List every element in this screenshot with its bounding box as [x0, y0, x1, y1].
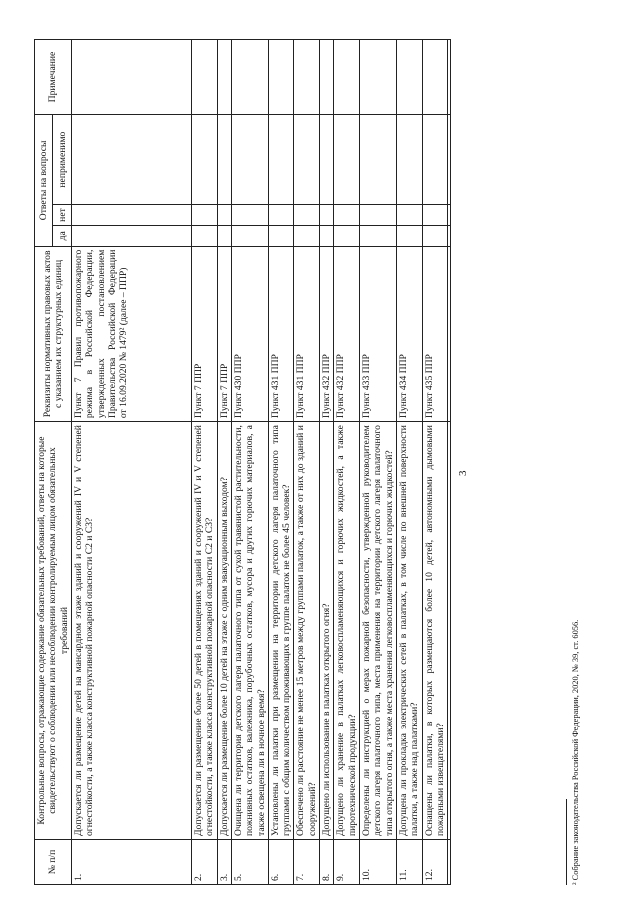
row-number — [448, 839, 451, 884]
row-question: Установлены ли палатки при размещении на территории детского лагеря палаточного типа группами с общим количеством проживающих в группе палаток не более 45 человек? — [268, 422, 294, 840]
answer-na-cell — [191, 115, 217, 205]
row-requisites: Пункт 434 ППР — [396, 246, 422, 421]
checklist-table — [34, 39, 451, 885]
answer-yes-cell — [422, 225, 448, 246]
answer-no-cell — [217, 205, 231, 226]
note-cell — [360, 40, 397, 115]
answer-no-cell — [448, 205, 451, 226]
note-cell — [396, 40, 422, 115]
header-no: нет — [53, 205, 71, 226]
row-question — [448, 422, 451, 840]
row-question: Допускается ли размещение детей на мансардном этаже зданий и сооружений IV и V степеней огнестойкости, а также класса конструктивной пожарной опасности С2 и С3? — [71, 422, 191, 840]
row-question: Допускается ли размещение более 10 детей на этаже с одним эвакуационным выходом? — [217, 422, 231, 840]
answer-na-cell — [422, 115, 448, 205]
table-row — [334, 40, 360, 885]
row-requisites: Пункт 430 ППР — [231, 246, 268, 421]
table-row — [294, 40, 320, 885]
table-row — [268, 40, 294, 885]
row-number: 6. — [268, 839, 294, 884]
answer-no-cell — [231, 205, 268, 226]
row-number: 2. — [191, 839, 217, 884]
table-row — [396, 40, 422, 885]
note-cell — [231, 40, 268, 115]
answer-na-cell — [448, 115, 451, 205]
answer-yes-cell — [320, 225, 334, 246]
answer-no-cell — [334, 205, 360, 226]
row-question: Допущено ли использование в палатках открытого огня? — [320, 422, 334, 840]
row-number: 10. — [360, 839, 397, 884]
row-requisites: Пункт 432 ППР — [334, 246, 360, 421]
row-question: Очищена ли территория детского лагеря палаточного типа от сухой травянистой растительности, пожнивных остатков, валежника, порубочных остатков, мусора и других горючих материалов, а также освещена ли в ночное время? — [231, 422, 268, 840]
row-number: 12. — [422, 839, 448, 884]
row-number: 11. — [396, 839, 422, 884]
answer-yes-cell — [448, 225, 451, 246]
note-cell — [294, 40, 320, 115]
row-requisites: Пункт 433 ППР — [360, 246, 397, 421]
note-cell — [268, 40, 294, 115]
note-cell — [71, 40, 191, 115]
header-requisites: Реквизиты нормативных правовых актов с указанием их структурных единиц — [35, 246, 72, 421]
row-number: 3. — [217, 839, 231, 884]
table-row — [360, 40, 397, 885]
footnote-divider — [566, 799, 567, 885]
answer-no-cell — [360, 205, 397, 226]
answer-yes-cell — [231, 225, 268, 246]
row-requisites: Пункт 432 ППР — [320, 246, 334, 421]
answer-no-cell — [422, 205, 448, 226]
answer-no-cell — [191, 205, 217, 226]
note-cell — [217, 40, 231, 115]
row-requisites: Пункт 431 ППР — [268, 246, 294, 421]
answer-no-cell — [294, 205, 320, 226]
page-number: 3 — [457, 470, 469, 476]
table-row — [320, 40, 334, 885]
row-question: Допущено ли хранение в палатках легковоспламеняющихся и горючих жидкостей, а также пиротехнической продукции? — [334, 422, 360, 840]
answer-yes-cell — [396, 225, 422, 246]
answer-yes-cell — [334, 225, 360, 246]
note-cell — [334, 40, 360, 115]
answer-na-cell — [294, 115, 320, 205]
table-row — [191, 40, 217, 885]
note-cell — [422, 40, 448, 115]
row-question: Допускается ли размещение более 50 детей в помещениях зданий и сооружений IV и V степеней огнестойкости, а также класса конструктивной пожарной опасности С2 и С3? — [191, 422, 217, 840]
row-question: Определены ли инструкцией о мерах пожарной безопасности, утвержденной руководителем детского лагеря палаточного типа, места применения на территории детского лагеря палаточного типа открытого огня, а также места хранения легковоспламеняющихся и горючих жидкостей? — [360, 422, 397, 840]
answer-no-cell — [71, 205, 191, 226]
row-requisites: Пункт 7 Правил противопожарного режима в Российской Федерации, утвержденных постановлением Правительства Российской Федерации от 16.09.2020 № 1479² (далее – ППР) — [71, 246, 191, 421]
table-row — [217, 40, 231, 885]
answer-yes-cell — [191, 225, 217, 246]
answer-yes-cell — [294, 225, 320, 246]
row-number: 5. — [231, 839, 268, 884]
header-question: Контрольные вопросы, отражающие содержание обязательных требований, ответы на которые свидетельствуют о соблюдении или несоблюдении контролируемым лицом обязательных требований — [35, 422, 72, 840]
note-cell — [448, 40, 451, 115]
answer-na-cell — [71, 115, 191, 205]
answer-na-cell — [268, 115, 294, 205]
row-requisites: Пункт 7 ППР — [191, 246, 217, 421]
header-answers: Ответы на вопросы — [35, 115, 53, 247]
note-cell — [320, 40, 334, 115]
answer-na-cell — [334, 115, 360, 205]
row-question: Оснащены ли палатки, в которых размещаются более 10 детей, автономными дымовыми пожарными извещателями? — [422, 422, 448, 840]
answer-no-cell — [320, 205, 334, 226]
table-row — [448, 40, 451, 885]
row-requisites: Пункт 431 ППР — [294, 246, 320, 421]
answer-no-cell — [268, 205, 294, 226]
table-row — [231, 40, 268, 885]
answer-na-cell — [217, 115, 231, 205]
header-number: № п/п — [35, 839, 72, 884]
header-note: Примечание — [35, 40, 72, 115]
answer-na-cell — [231, 115, 268, 205]
answer-no-cell — [396, 205, 422, 226]
header-not-applicable: неприменимо — [53, 115, 71, 205]
note-cell — [191, 40, 217, 115]
answer-na-cell — [396, 115, 422, 205]
row-question: Допущена ли прокладка электрических сетей в палатках, в том числе по внешней поверхности палатки, а также над палатками? — [396, 422, 422, 840]
row-number: 8. — [320, 839, 334, 884]
answer-yes-cell — [71, 225, 191, 246]
answer-na-cell — [360, 115, 397, 205]
row-number: 1. — [71, 839, 191, 884]
answer-yes-cell — [268, 225, 294, 246]
footnote: ² Собрание законодательства Российской Федерации, 2020, № 39, ст. 6056. — [571, 619, 580, 885]
row-requisites: Пункт 435 ППР — [422, 246, 448, 421]
row-number: 7. — [294, 839, 320, 884]
row-requisites — [448, 246, 451, 421]
table-row — [422, 40, 448, 885]
header-yes: да — [53, 225, 71, 246]
table-row — [71, 40, 191, 885]
answer-yes-cell — [360, 225, 397, 246]
row-question: Обеспечено ли расстояние не менее 15 метров между группами палаток, а также от них до зданий и сооружений? — [294, 422, 320, 840]
row-requisites: Пункт 7 ППР — [217, 246, 231, 421]
answer-na-cell — [320, 115, 334, 205]
row-number: 9. — [334, 839, 360, 884]
answer-yes-cell — [217, 225, 231, 246]
